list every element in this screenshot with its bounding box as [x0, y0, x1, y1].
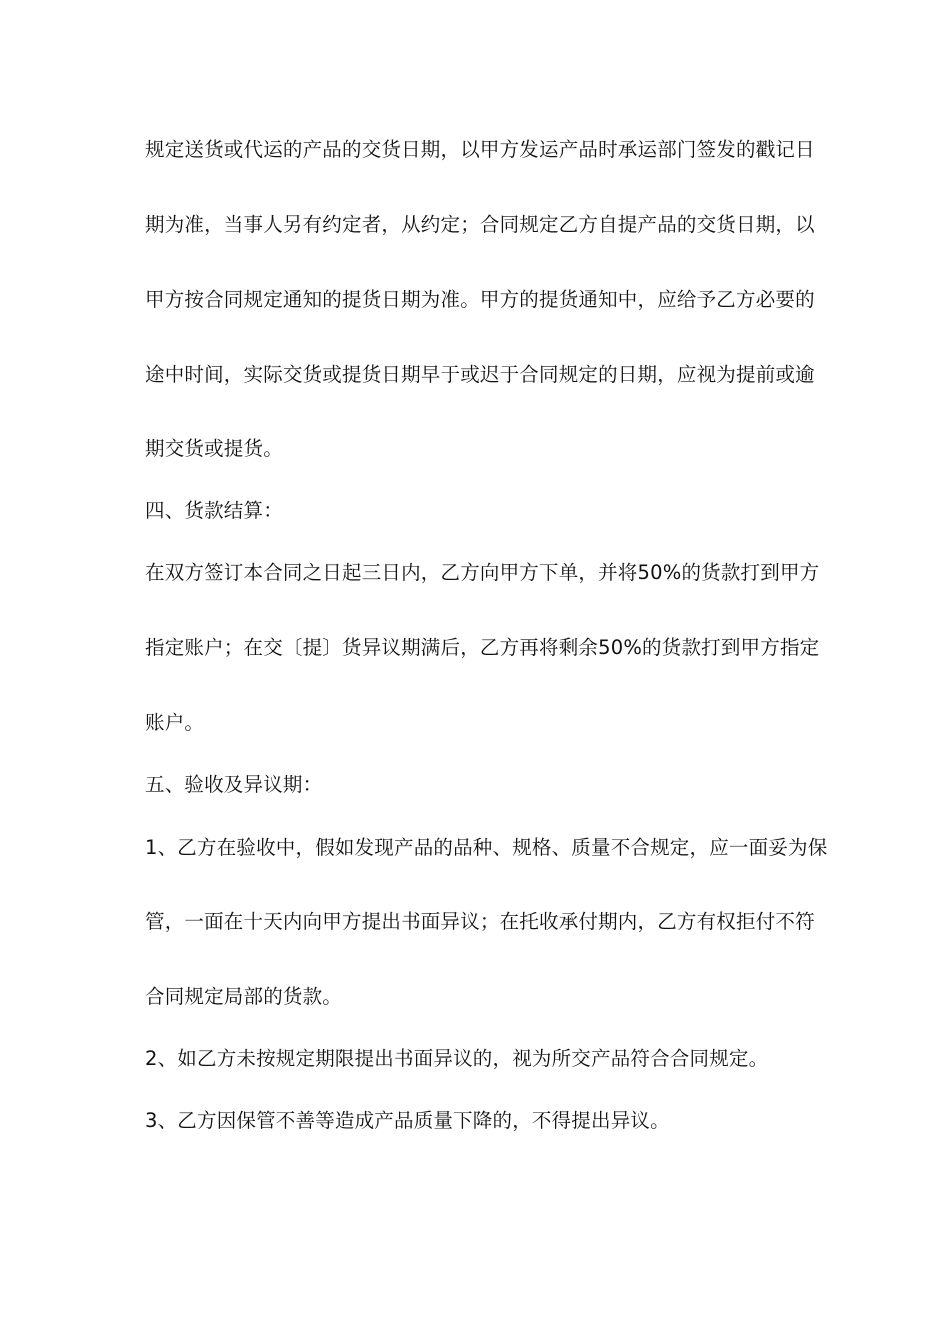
paragraph-line: 指定账户；在交〔提〕货异议期满后，乙方再将剩余50%的货款打到甲方指定 — [145, 636, 820, 659]
list-item-line: 管，一面在十天内向甲方提出书面异议；在托收承付期内，乙方有权拒付不符 — [145, 910, 815, 933]
paragraph-line: 甲方按合同规定通知的提货日期为准。甲方的提货通知中，应给予乙方必要的 — [145, 288, 815, 311]
list-item-line: 1、乙方在验收中，假如发现产品的品种、规格、质量不合规定，应一面妥为保 — [145, 836, 828, 859]
paragraph-line: 途中时间，实际交货或提货日期早于或迟于合同规定的日期，应视为提前或逾 — [145, 363, 815, 386]
section-heading: 五、验收及异议期： — [145, 773, 323, 796]
list-item-line: 2、如乙方未按规定期限提出书面异议的，视为所交产品符合合同规定。 — [145, 1047, 769, 1070]
paragraph-line: 在双方签订本合同之日起三日内，乙方向甲方下单，并将50%的货款打到甲方 — [145, 561, 820, 584]
section-heading: 四、货款结算： — [145, 499, 283, 522]
list-item-line: 合同规定局部的货款。 — [145, 985, 343, 1008]
paragraph-line: 期交货或提货。 — [145, 437, 283, 460]
list-item-line: 3、乙方因保管不善等造成产品质量下降的，不得提出异议。 — [145, 1109, 670, 1132]
paragraph-line: 账户。 — [145, 711, 205, 734]
paragraph-line: 期为准，当事人另有约定者，从约定；合同规定乙方自提产品的交货日期，以 — [145, 213, 815, 236]
paragraph-line: 规定送货或代运的产品的交货日期，以甲方发运产品时承运部门签发的戳记日 — [145, 138, 815, 161]
